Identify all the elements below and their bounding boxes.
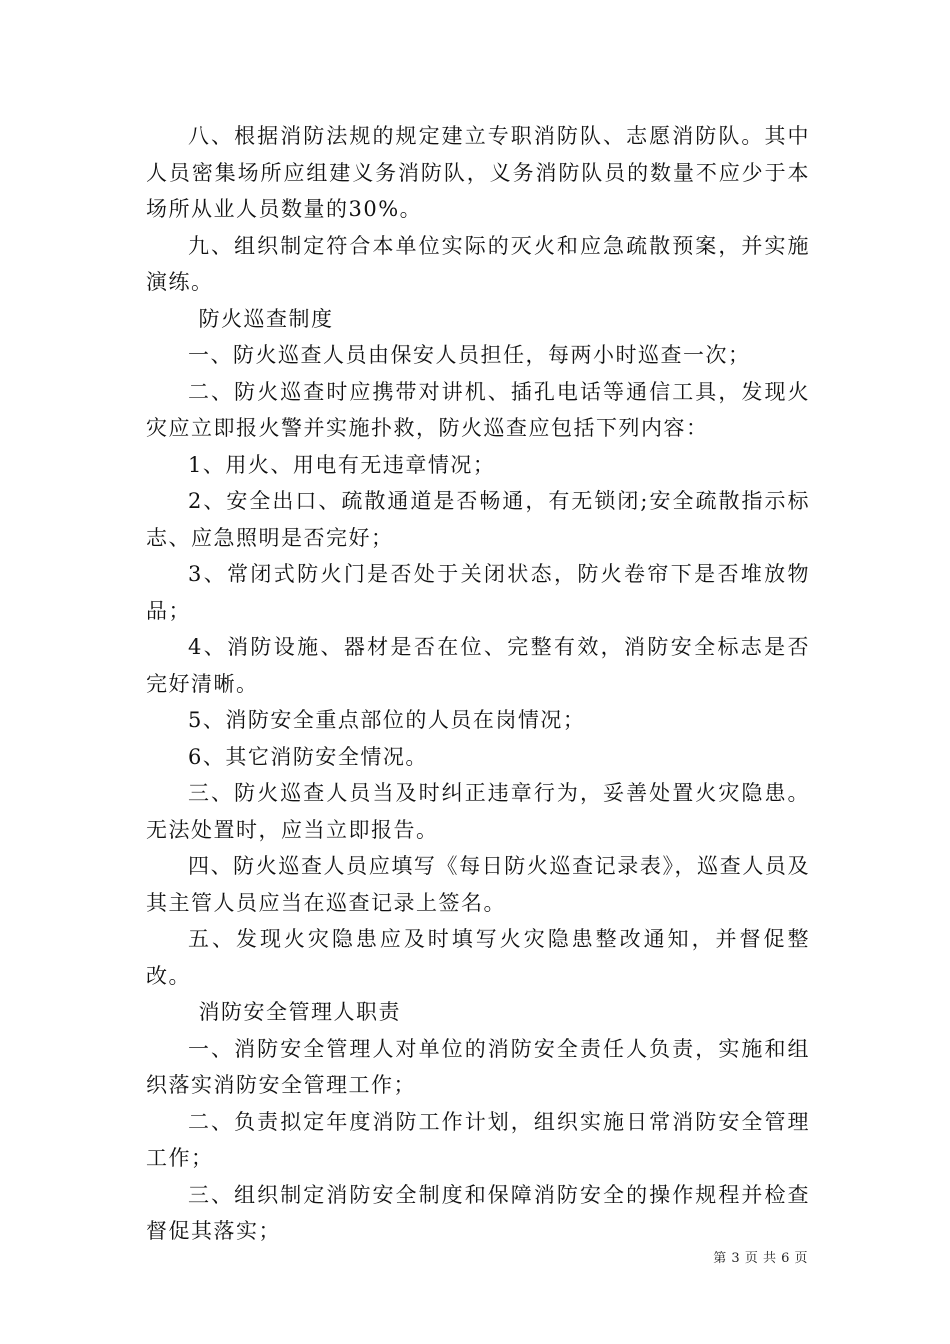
paragraph-manager-2: 二、负责拟定年度消防工作计划，组织实施日常消防安全管理工作； <box>146 1109 810 1170</box>
paragraph-patrol-2-item-3: 3、常闭式防火门是否处于关闭状态，防火卷帘下是否堆放物品； <box>146 562 810 623</box>
paragraph-patrol-2: 二、防火巡查时应携带对讲机、插孔电话等通信工具，发现火灾应立即报火警并实施扑救，防火巡查应包括下列内容： <box>146 379 810 440</box>
paragraph-patrol-3: 三、防火巡查人员当及时纠正违章行为，妥善处置火灾隐患。无法处置时，应当立即报告。 <box>146 781 810 842</box>
paragraph-patrol-5: 五、发现火灾隐患应及时填写火灾隐患整改通知，并督促整改。 <box>146 927 810 988</box>
paragraph-patrol-4: 四、防火巡查人员应填写《每日防火巡查记录表》，巡查人员及其主管人员应当在巡查记录上签名。 <box>146 854 810 915</box>
paragraph-manager-3: 三、组织制定消防安全制度和保障消防安全的操作规程并检查督促其落实； <box>146 1182 810 1243</box>
paragraph-item-9: 九、组织制定符合本单位实际的灭火和应急疏散预案，并实施演练。 <box>146 233 810 294</box>
paragraph-patrol-2-item-6: 6、其它消防安全情况。 <box>188 744 428 769</box>
paragraph-patrol-2-item-4: 4、消防设施、器材是否在位、完整有效，消防安全标志是否完好清晰。 <box>146 635 810 696</box>
page-number-footer: 第 3 页 共 6 页 <box>713 1251 808 1266</box>
paragraph-patrol-1: 一、防火巡查人员由保安人员担任，每两小时巡查一次； <box>188 343 751 367</box>
section-heading-safety-manager: 消防安全管理人职责 <box>198 1000 401 1024</box>
section-heading-fire-patrol: 防火巡查制度 <box>198 306 334 331</box>
paragraph-item-8: 八、根据消防法规的规定建立专职消防队、志愿消防队。其中人员密集场所应组建义务消防队，义务消防队员的数量不应少于本场所从业人员数量的30%。 <box>146 124 810 221</box>
paragraph-patrol-2-item-5: 5、消防安全重点部位的人员在岗情况； <box>188 708 586 732</box>
paragraph-manager-1: 一、消防安全管理人对单位的消防安全责任人负责，实施和组织落实消防安全管理工作； <box>146 1036 810 1097</box>
paragraph-patrol-2-item-1: 1、用火、用电有无违章情况； <box>188 452 496 477</box>
paragraph-patrol-2-item-2: 2、安全出口、疏散通道是否畅通，有无锁闭;安全疏散指示标志、应急照明是否完好； <box>146 489 810 550</box>
document-body <box>146 118 810 1250</box>
